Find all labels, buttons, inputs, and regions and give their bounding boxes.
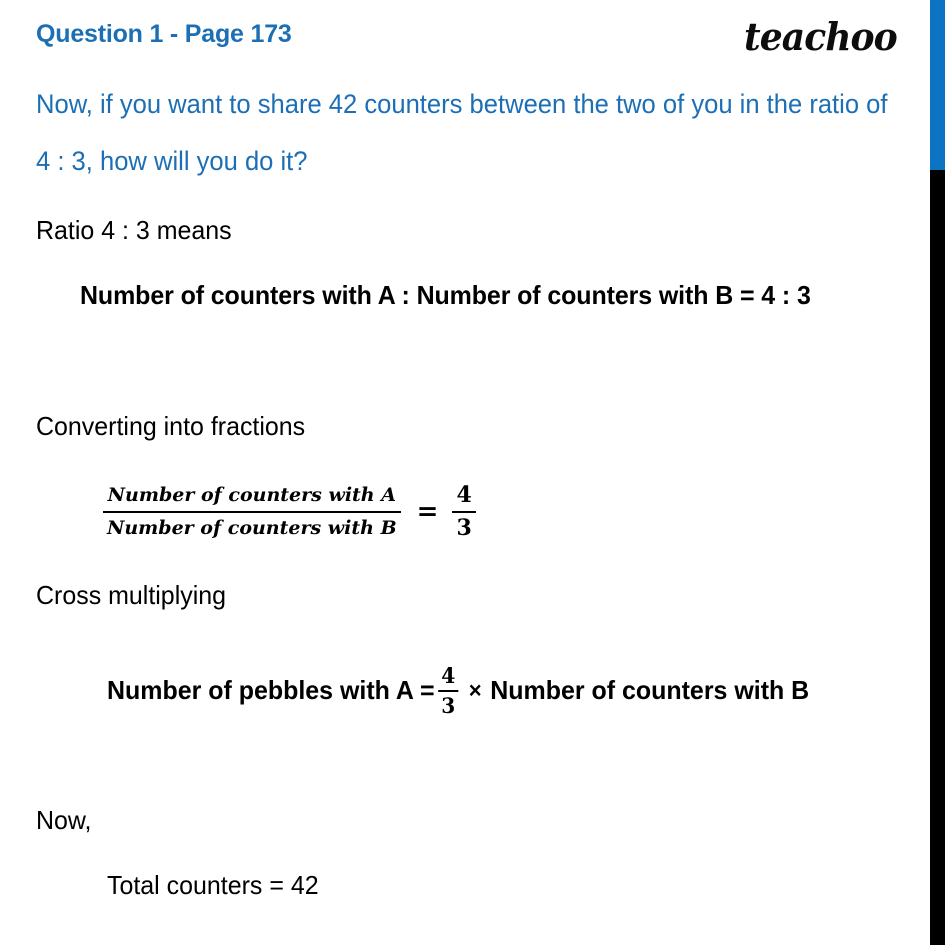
right-fraction-numerator: 4 (456, 482, 472, 508)
right-edge-accent-bar-blue (930, 0, 945, 170)
page-title: Question 1 - Page 173 (36, 20, 292, 48)
ratio-statement-text: Number of counters with A : Number of counters with B = 4 : 3 (80, 280, 811, 310)
multiplication-sign: × (468, 677, 482, 704)
right-edge-accent-bar-black (930, 170, 945, 945)
slide-header (36, 14, 925, 60)
now-label: Now, (36, 805, 92, 835)
right-fraction (452, 481, 475, 543)
teachoo-logo: teachoo (744, 14, 897, 59)
cross-result-fraction (438, 663, 458, 718)
cross-result-fraction-denominator: 3 (438, 690, 458, 719)
converting-into-fractions-label: Converting into fractions (36, 411, 306, 441)
equals-sign: = (416, 497, 439, 528)
cross-result-trail: Number of counters with B (490, 675, 810, 706)
left-fraction-numerator: Number of counters with A (107, 484, 396, 507)
ratio-intro-text: Ratio 4 : 3 means (36, 215, 232, 245)
left-fraction-denominator: Number of counters with B (103, 511, 401, 542)
question-statement: Now, if you want to share 42 counters between the two of you in the ratio of 4 : 3, how will you do it? (36, 89, 888, 176)
fraction-equation (103, 481, 476, 543)
total-counters-text: Total counters = 42 (107, 870, 319, 900)
cross-result-lead: Number of pebbles with A = (107, 675, 435, 706)
right-fraction-denominator: 3 (452, 511, 475, 543)
cross-multiplying-result (107, 663, 809, 718)
left-fraction (103, 482, 401, 542)
cross-multiplying-label: Cross multiplying (36, 580, 227, 610)
cross-result-fraction-numerator: 4 (441, 663, 456, 688)
